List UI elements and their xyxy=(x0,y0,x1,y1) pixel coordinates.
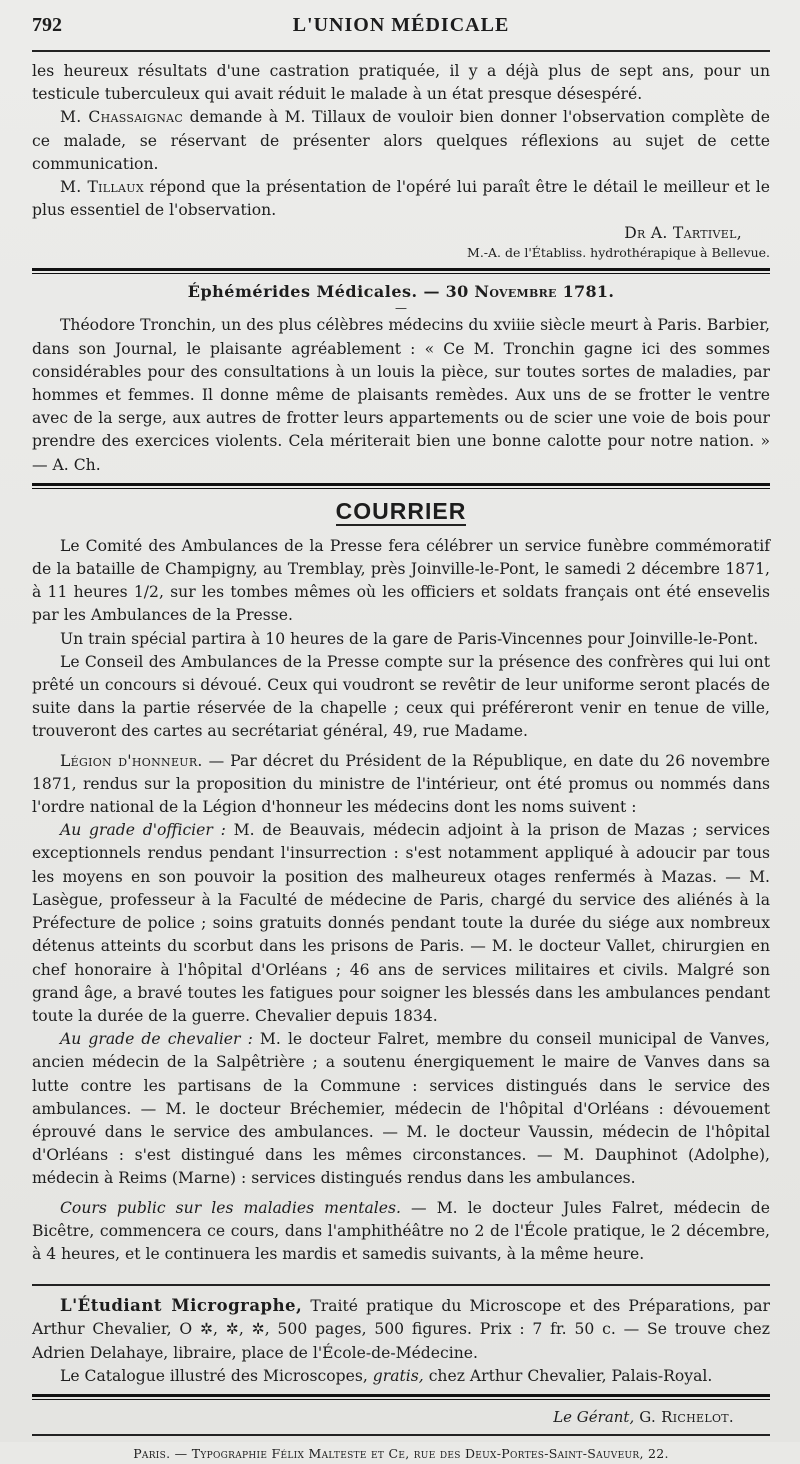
signature-affiliation: M.-A. de l'Établiss. hydrothérapique à Bellevue. xyxy=(467,245,770,261)
advertisement-title: L'Étudiant Micrographe, xyxy=(60,1296,303,1316)
advertisement-paragraph xyxy=(32,1294,770,1365)
discussion-paragraph-2 xyxy=(32,106,770,176)
catalogue-italic: gratis, xyxy=(372,1366,424,1385)
cours-paragraph xyxy=(32,1197,770,1267)
courrier-section xyxy=(32,495,770,1266)
advertisement-text: Traité pratique du Microscope et des Préparations, par Arthur Chevalier, O ✲, ✲, ✲, 500 pages, 500 figures. Prix : 7 fr. 50 c. — Se trouve chez Adrien Delahaye, libraire, place de l'École-de-Médecine. xyxy=(32,1297,770,1362)
section-divider-1 xyxy=(32,268,770,274)
courrier-paragraph-2: Un train spécial partira à 10 heures de la gare de Paris-Vincennes pour Joinville-le-Pont. xyxy=(60,629,759,648)
officier-text: M. de Beauvais, médecin adjoint à la prison de Mazas ; services exceptionnels rendus pendant l'insurrection : s'est notamment appliqué à adoucir par tous les moyens en son pouvoir la position des malheureux otages renfermés à Mazas. — M. Lasègue, professeur à la Faculté de médecine de Paris, chargé du service des aliénés à la Préfecture de police ; soins gratuits donnés pendant toute la durée du siége aux nombreux détenus atteints du scorbut dans les prisons de Paris. — M. le docteur Vallet, chirurgien en chef honoraire à l'hôpital d'Orléans ; 46 ans de services militaires et civils. Malgré son grand âge, a bravé toutes les fatigues pour soigner les blessés dans les ambulances pendant toute la durée de la guerre. Chevalier depuis 1834. xyxy=(32,821,770,1025)
discussion-paragraph-3 xyxy=(32,176,770,222)
catalogue-paragraph xyxy=(32,1365,770,1388)
page-header xyxy=(32,14,770,44)
page-number: 792 xyxy=(32,14,62,36)
ephemerides-section xyxy=(32,280,770,476)
signature-name: Dr A. Tartivel, xyxy=(624,224,742,243)
section-divider-2 xyxy=(32,483,770,489)
legion-text: — Par décret du Président de la République, en date du 26 novembre 1871, rendus sur la proposition du ministre de l'intérieur, ont été promus ou nommés dans l'ordre national de la Légion d'honneur les médecins dont les noms suivent : xyxy=(32,751,770,817)
chevalier-label: Au grade de chevalier : xyxy=(60,1030,253,1049)
legion-label: Légion d'honneur. xyxy=(60,751,203,770)
gerant-label: Le Gérant, xyxy=(553,1407,635,1426)
discussion-paragraph-2-text: demande à M. Tillaux de vouloir bien donner l'observation complète de ce malade, se réservant de présenter alors quelques réflexions au sujet de cette communication. xyxy=(32,108,770,173)
chevalier-paragraph xyxy=(32,1028,770,1190)
catalogue-post: chez Arthur Chevalier, Palais-Royal. xyxy=(423,1366,713,1385)
imprint-rule xyxy=(32,1434,770,1436)
discussion-paragraph-3-text: répond que la présentation de l'opéré lui paraît être le détail le meilleur et le plus essentiel de l'observation. xyxy=(32,178,770,220)
ephemerides-text: Théodore Tronchin, un des plus célèbres médecins du xviiie siècle meurt à Paris. Barbier, dans son Journal, le plaisante agréablement : « Ce M. Tronchin gagne ici des sommes considérables pour des consultations à un louis la pièce, sur toutes sortes de maladies, par hommes et femmes. Il donne même de plaisants remèdes. Aux uns de se frotter le ventre avec de la serge, aux autres de frotter leurs appartements ou de scier une voie de bois pour prendre des exercices violents. Cela mériterait bien une bonne calotte pour notre nation. » — A. Ch. xyxy=(32,316,770,474)
cours-text: — M. le docteur Jules Falret, médecin de Bicêtre, commencera ce cours, dans l'amphithéâtre no 2 de l'École pratique, le 2 décembre, à 4 heures, et le continuera les mardis et samedis suivants, à la même heure. xyxy=(32,1198,770,1263)
footer-divider xyxy=(32,1394,770,1400)
officier-label: Au grade d'officier : xyxy=(60,821,226,840)
legion-paragraph xyxy=(32,750,770,820)
imprint: Paris. — Typographie Félix Malteste et Ce, rue des Deux-Portes-Saint-Sauveur, 22. xyxy=(133,1445,669,1461)
courrier-title xyxy=(32,495,770,527)
advertisement-section xyxy=(32,1294,770,1388)
header-rule xyxy=(32,50,770,52)
courrier-paragraph-1: Le Comité des Ambulances de la Presse fera célébrer un service funèbre commémoratif de la bataille de Champigny, au Tremblay, près Joinville-le-Pont, le samedi 2 décembre 1871, à 11 heures 1/2, sur les tombes mêmes où les officiers et soldats français ont été ensevelis par les Ambulances de la Presse. xyxy=(32,536,770,625)
ephemerides-dash: — xyxy=(395,301,407,316)
discussion-paragraph-1: les heureux résultats d'une castration pratiquée, il y a déjà plus de sept ans, pour un testicule tuberculeux qui avait réduit le malade à un état presque désespéré. xyxy=(32,62,770,104)
courrier-title-text: COURRIER xyxy=(335,497,467,524)
section-divider-3 xyxy=(32,1284,770,1286)
running-head: L'UNION MÉDICALE xyxy=(292,14,510,36)
catalogue-pre: Le Catalogue illustré des Microscopes, xyxy=(60,1366,373,1385)
speaker-tillaux: M. Tillaux xyxy=(60,178,144,197)
ephemerides-date: — 30 Novembre 1781. xyxy=(417,282,615,302)
spacer xyxy=(32,1266,770,1278)
discussion-section xyxy=(32,60,770,262)
chevalier-text: M. le docteur Falret, membre du conseil municipal de Vanves, ancien médecin de la Salpêtrière ; a soutenu énergiquement le maire de Vanves dans sa lutte contre les partisans de la Commune : services distingués dans le service des ambulances. — M. le docteur Bréchemier, médecin de l'hôpital d'Orléans : dévouement éprouvé dans le service des ambulances. — M. le docteur Vaussin, médecin de l'hôpital d'Orléans : s'est distingué dans les mêmes circonstances. — M. Dauphinot (Adolphe), médecin à Reims (Marne) : services distingués rendus dans les ambulances. xyxy=(32,1030,770,1188)
officier-paragraph xyxy=(32,819,770,1028)
gerant-line xyxy=(32,1406,770,1428)
cours-label: Cours public sur les maladies mentales. xyxy=(60,1198,401,1217)
gerant-name: G. Richelot. xyxy=(634,1407,734,1426)
ephemerides-title: Éphémérides Médicales. xyxy=(187,282,418,302)
speaker-chassaignac: M. Chassaignac xyxy=(60,108,184,127)
courrier-paragraph-3: Le Conseil des Ambulances de la Presse compte sur la présence des confrères qui lui ont prêté un concours si dévoué. Ceux qui voudront se revêtir de leur uniforme seront placés de suite dans la partie réservée de la chapelle ; ceux qui préféreront venir en tenue de ville, trouveront des cartes au secrétariat général, 49, rue Madame. xyxy=(32,652,770,741)
